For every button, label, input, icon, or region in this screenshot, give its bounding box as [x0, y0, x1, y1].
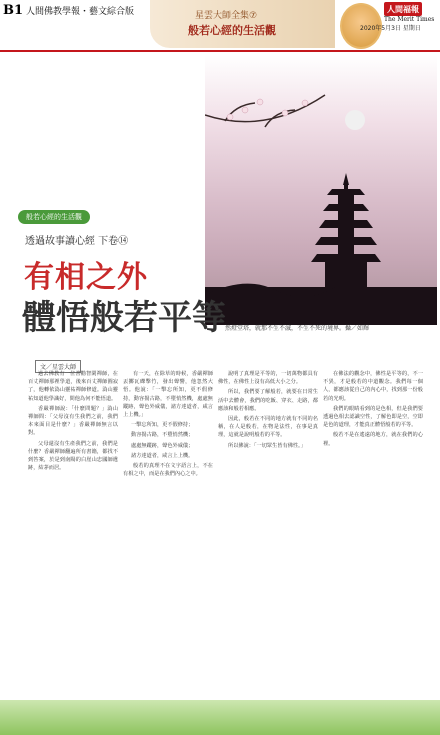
grass-footer-image: [0, 700, 440, 735]
paragraph: 因此，般若在不同的地方就有不同的名稱，在人是般若，在物是法性，在事是真理，這就是說明般若的平等。: [218, 416, 318, 439]
article-column-3: [218, 370, 318, 700]
article-title-line2: 體悟般若平等: [22, 298, 226, 338]
page-number: B1: [3, 2, 24, 18]
pagoda-photo: [205, 55, 437, 325]
section-title: 人間佛教學報・藝文綜合版: [26, 6, 135, 17]
paragraph: 在佛法的觀念中，佛性是平等的，不一不異，才是般若的中道觀念。我們每一個人，都應該從自己的內心中，找到那一份般若的光明。: [323, 371, 423, 402]
poem-line: 動容揚古路，不墮悄然機；: [131, 432, 194, 439]
banner-series: 星雲大師全集⑦: [195, 11, 258, 21]
poem-line: 處處無蹤跡，聲色外威儀；: [131, 442, 194, 449]
issue-date: 2020年5月3日 星期日: [360, 25, 421, 32]
article-column-1: [28, 370, 118, 700]
article-byline: 文／星雲大師: [35, 360, 81, 373]
paragraph: 所以，我們要了解般若，就要在日常生活中去體會，我們的吃飯、穿衣、走路，都應該和般若相應。: [218, 389, 318, 412]
newspaper-logo: 人間福報: [384, 2, 422, 16]
article-column-2: [123, 370, 213, 700]
paragraph: 說明了真理是平等的，一切萬物都具有佛性，在佛性上沒有高低大小之分。: [218, 371, 318, 386]
newspaper-logo-en: The Merit Times: [384, 16, 435, 23]
paragraph: 有一天，在除草的時候，香嚴禪師丟擲瓦礫擊竹，發出聲響，他忽然大悟。他說：「一擊忘所知，更不假修持，動容揚古路，不墮悄然機，處處無蹤跡，聲色外威儀，諸方達道者，咸言上上機。」: [123, 371, 213, 419]
banner-title: 般若心經的生活觀: [188, 24, 276, 37]
article-column-4: [323, 370, 423, 700]
article-title-line1: 有相之外: [24, 260, 148, 295]
pagoda-silhouette-icon: [205, 55, 437, 325]
header-rule: [0, 50, 440, 52]
article-subtitle: 透過故事讀心經 下卷⑭: [25, 236, 129, 247]
paragraph: 般若的真理不在文字語言上，不在有相之中，而是在我們內心之中。: [123, 463, 213, 478]
poem-line: 諸方達道者，咸言上上機。: [131, 452, 194, 459]
paragraph: 般若不是在遙遠的地方，就在我們的心裡。: [323, 432, 423, 447]
paragraph: 過去佛教有一位善勸智閑禪師，在百丈禪師那裡學道，後來百丈禪師圓寂了，他轉依溈山靈祐禪師修道。溈山靈祐知道他學識好，問他為何不能悟道。: [28, 371, 118, 402]
paragraph: 香嚴禪師說：「什麼問題？」溈山禪師問：「父母沒有生我們之前，我們本來面目是什麼？」香嚴禪師無言以對。: [28, 405, 118, 437]
poem-line: 一擊忘所知，更不假修持；: [131, 422, 194, 429]
paragraph: 我們的眼睛看到的是色相，但是我們要透過色相去認識空性，了解色即是空，空即是色的道理，才能真正體悟般若的平等。: [323, 405, 423, 429]
paragraph: 所以佛說：「一切眾生皆有佛性。」: [228, 442, 306, 449]
paragraph: 父母還沒有生產我們之前，我們是什麼？香嚴禪師翻遍所有書籍，都找不到答案，於是到南陽的白崖山忠國師遺跡，結茅而居。: [28, 440, 118, 472]
article-tag: 般若心經的生活觀: [18, 210, 90, 224]
photo-caption: 然燈堂塔，就那不生不滅，不生不死的境界。攝／如輝: [225, 325, 370, 332]
series-banner[interactable]: [150, 0, 335, 48]
